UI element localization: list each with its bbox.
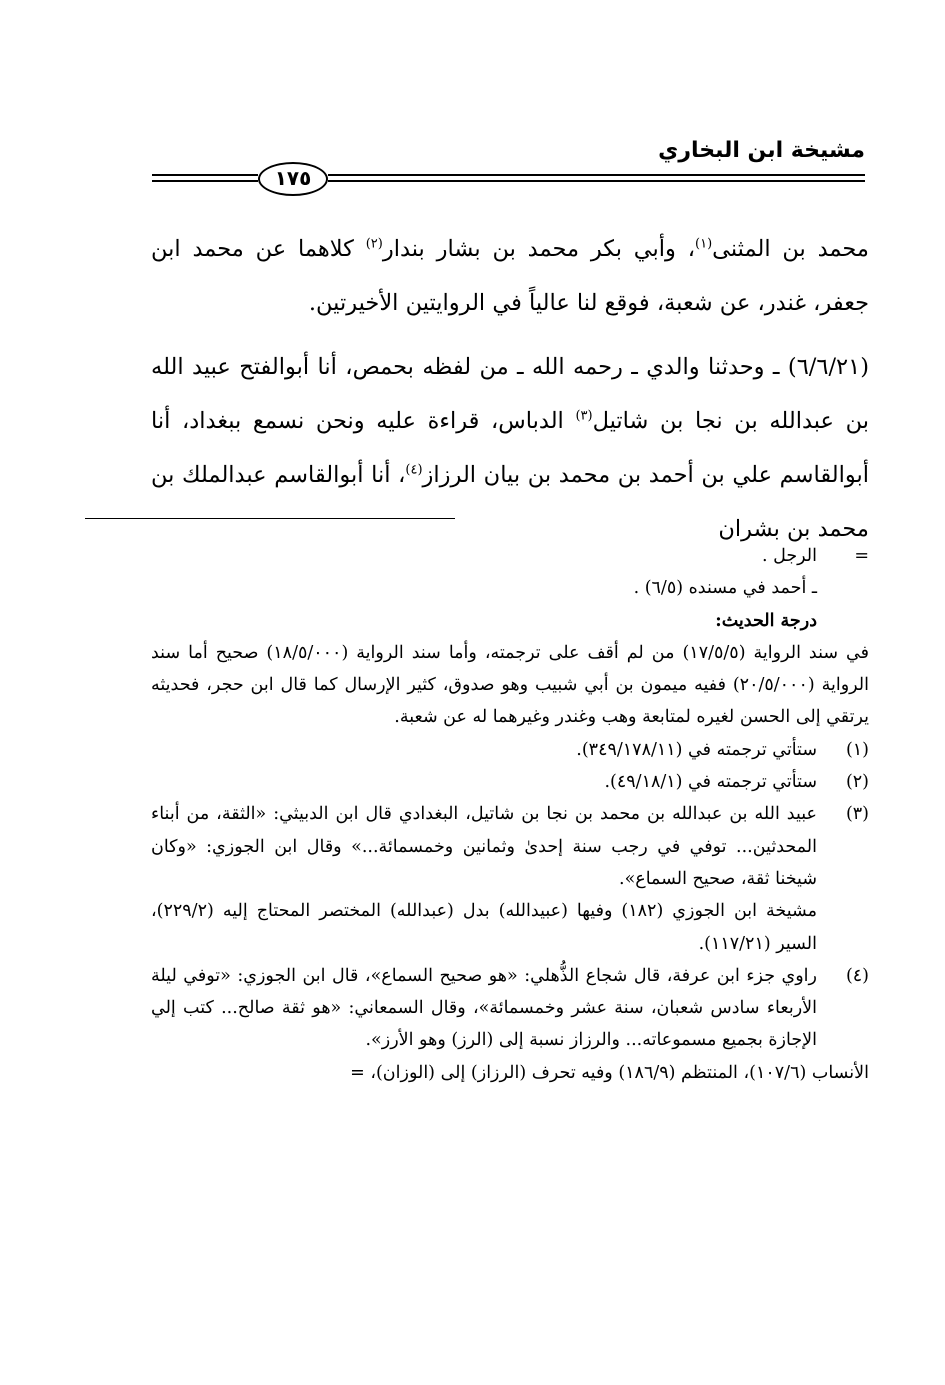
- footnote-text: راوي جزء ابن عرفة، قال شجاع الذُّهلي: «هو صحيح السماع»، قال ابن الجوزي: «توفي ليلة الأربعاء سادس شعبان، سنة عشر وخمسمائة»، وقال السمعاني: «هو ثقة صالح... كتب إلي الإجازة بجميع مسموعاته... والرزاز نسبة إلى (الرز) وهو الأرز».: [151, 965, 817, 1051]
- footnote-continuation: [151, 540, 869, 637]
- page-number: ١٧٥: [258, 162, 328, 196]
- main-text: [151, 222, 869, 556]
- main-paragraph-2: [151, 340, 869, 556]
- main-paragraph-1: [151, 222, 869, 330]
- header-rule-left-bottom: [152, 180, 258, 182]
- continuation-mark: =: [350, 1062, 365, 1083]
- footnote-ref-4: (٤): [405, 462, 423, 478]
- header-rule-left-top: [152, 174, 258, 176]
- footnotes: [151, 540, 869, 1089]
- text-run: الدباس، قراءة عليه ونحن نسمع ببغداد، أنا أبوالقاسم علي بن أحمد بن محمد بن بيان الرزاز: [151, 408, 869, 488]
- header-rule-right-top: [328, 174, 865, 176]
- footnote-text: مشيخة ابن الجوزي (١٨٢) وفيها (عبيدالله) بدل (عبدالله) المختصر المحتاج إليه (٢٢٩/٢)، السير (١١٧/٢١).: [151, 901, 817, 954]
- footnote-ref-1: (١): [695, 236, 713, 252]
- footnote-separator: [85, 518, 455, 519]
- footnote-number: (٣): [845, 804, 869, 825]
- footnote-text: عبيد الله بن عبدالله بن محمد بن نجا بن شاتيل، البغدادي قال ابن الدبيثي: «الثقة، من أبناء المحدثين... توفي في رجب سنة إحدىٰ وثمانين وخمسمائة...» وقال ابن الجوزي: «وكان شيخنا ثقة، صحيح السماع».: [151, 804, 817, 889]
- footnote-continuation-paragraph: [151, 637, 869, 734]
- footnote-ref-3: (٣): [575, 408, 593, 424]
- hadith-grade-heading: درجة الحديث:: [715, 610, 817, 631]
- text-run: محمد بن المثنى: [712, 236, 869, 262]
- text-run: كلاهما عن محمد ابن جعفر، غندر، عن شعبة، فوقع لنا عالياً في الروايتين الأخيرتين.: [151, 236, 869, 316]
- footnote-4-sources: [151, 1057, 869, 1089]
- footnote-line: ـ أحمد في مسنده (٦/٥) .: [633, 578, 817, 599]
- footnote-ref-2: (٢): [365, 236, 383, 252]
- footnote-line: الرجل .: [761, 546, 817, 566]
- footnote-text: ستأتي ترجمته في (٣٤٩/١٧٨/١١).: [576, 739, 817, 760]
- footnote-text: [151, 1057, 869, 1089]
- footnote-1: [151, 734, 869, 766]
- footnote-text: ستأتي ترجمته في (٤٩/١٨/١).: [604, 772, 817, 793]
- continuation-mark: =: [854, 546, 869, 566]
- footnote-4: [151, 960, 869, 1057]
- header-rule-right-bottom: [328, 180, 865, 182]
- text-run: ، أنا أبوالقاسم عبدالملك بن محمد بن بشران: [151, 462, 869, 542]
- text-run: ، وأبي بكر محمد بن بشار بندار: [382, 236, 695, 262]
- text-run: (٦/٦/٢١) ـ وحدثنا والدي ـ رحمه الله ـ من لفظه بحمص، أنا أبوالفتح عبيد الله بن عبدالله بن نجا بن شاتيل: [151, 354, 870, 434]
- footnote-number: (١): [845, 739, 869, 760]
- footnote-2: [151, 766, 869, 798]
- text-run: الأنساب (١٠٧/٦)، المنتظم (١٨٦/٩) وفيه تحرف (الرزاز) إلى (الوزان)،: [370, 1062, 869, 1083]
- running-header-title: مشيخة ابن البخاري: [658, 138, 865, 163]
- footnote-3: [151, 798, 869, 959]
- footnote-line: في سند الرواية (١٧/٥/٥) من لم أقف على ترجمته، وأما سند الرواية (١٨/٥/٠٠٠) صحيح أما سند الرواية (٢٠/٥/٠٠٠) ففيه ميمون بن أبي شبيب وهو صدوق، كثير الإرسال كما قال ابن حجر، فحديثه يرتقي إلى الحسن لغيره لمتابعة وهب وغندر وغيرهما له عن شعبة.: [151, 642, 870, 728]
- footnote-number: (٤): [845, 965, 869, 986]
- footnote-number: (٢): [845, 772, 869, 793]
